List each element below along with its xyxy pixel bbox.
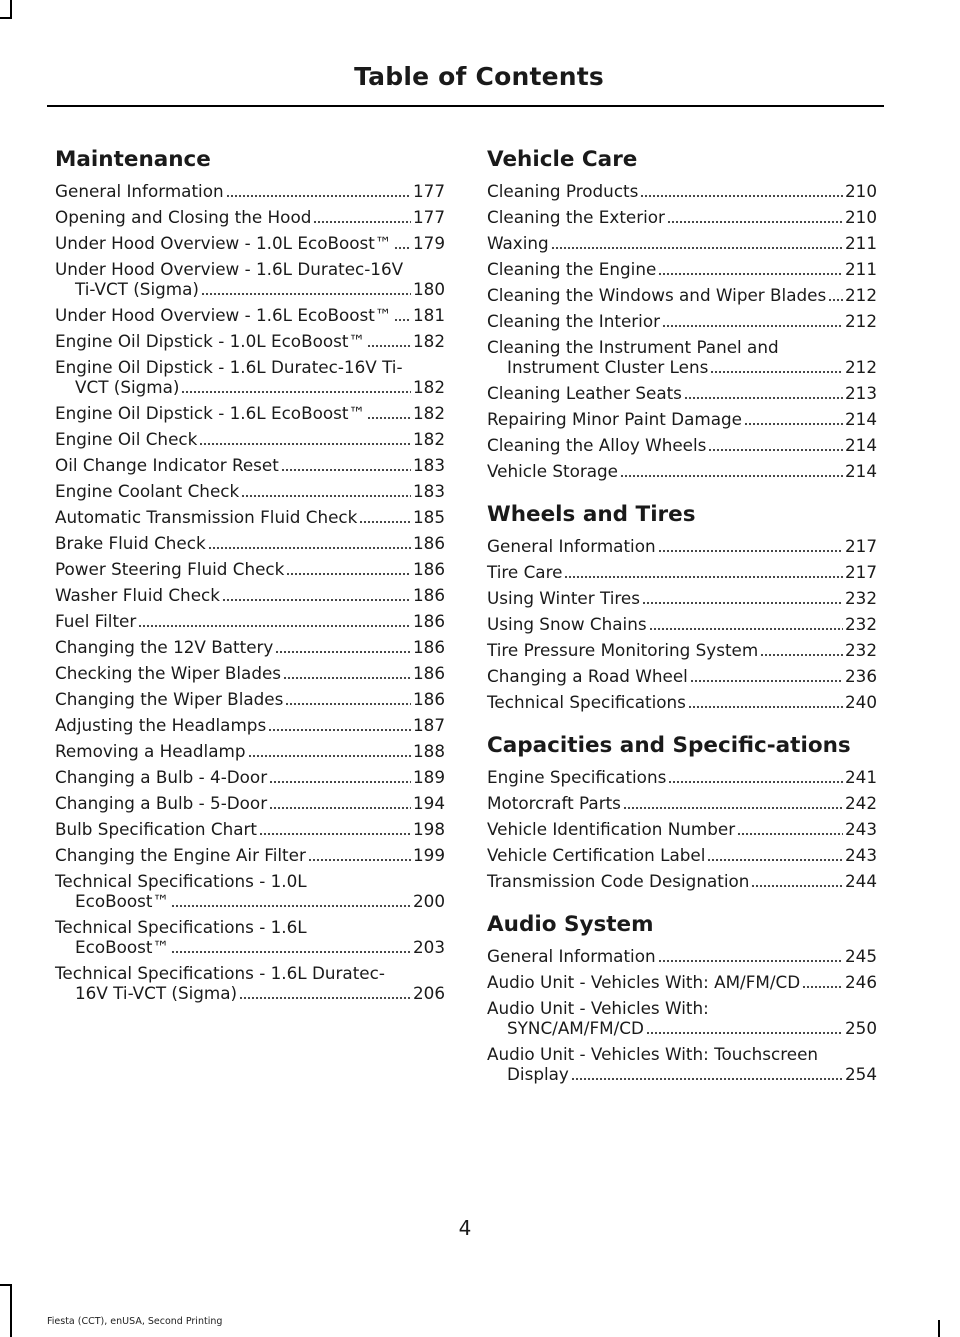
toc-section — [487, 501, 877, 712]
toc-entry-title: Engine Specifications — [487, 767, 667, 787]
leader-dots — [744, 423, 843, 425]
toc-entry-page: 187 — [412, 715, 445, 735]
toc-entry-title: Changing a Bulb - 5-Door — [55, 793, 268, 813]
toc-entry[interactable] — [55, 305, 445, 325]
toc-entry[interactable] — [487, 259, 877, 279]
toc-entry-title: Cleaning the Exterior — [487, 207, 665, 227]
toc-entry[interactable] — [55, 871, 445, 911]
toc-entry-title: Washer Fluid Check — [55, 585, 220, 605]
leader-dots — [646, 1032, 843, 1034]
toc-entry[interactable] — [55, 481, 445, 501]
toc-entry[interactable] — [487, 461, 877, 481]
toc-entry-title: Oil Change Indicator Reset — [55, 455, 279, 475]
toc-entry[interactable] — [55, 403, 445, 423]
leader-dots — [688, 706, 843, 708]
toc-entry-title: Engine Oil Dipstick - 1.6L EcoBoost™ — [55, 403, 366, 423]
leader-dots — [367, 345, 411, 347]
toc-entry[interactable] — [487, 666, 877, 686]
toc-entry-page: 241 — [844, 767, 877, 787]
crop-mark — [10, 0, 12, 18]
toc-entry[interactable] — [487, 311, 877, 331]
toc-entry-title: Checking the Wiper Blades — [55, 663, 282, 683]
leader-dots — [226, 195, 411, 197]
toc-entry-title: Technical Specifications - 1.6L Duratec-16V Ti-VCT (Sigma) — [55, 963, 385, 1003]
toc-entry[interactable] — [487, 435, 877, 455]
toc-entry[interactable] — [487, 767, 877, 787]
toc-entry-page: 186 — [412, 559, 445, 579]
toc-right-column — [487, 146, 877, 1104]
toc-entry[interactable] — [55, 917, 445, 957]
toc-entry-title: Fuel Filter — [55, 611, 137, 631]
toc-entry[interactable] — [55, 429, 445, 449]
toc-entry-title: Adjusting the Headlamps — [55, 715, 267, 735]
toc-entry-title: Automatic Transmission Fluid Check — [55, 507, 358, 527]
leader-dots — [281, 469, 411, 471]
leader-dots — [394, 319, 411, 321]
toc-entry-page: 186 — [412, 585, 445, 605]
leader-dots — [181, 391, 410, 393]
leader-dots — [259, 833, 411, 835]
toc-entry[interactable] — [55, 331, 445, 351]
toc-entry[interactable] — [55, 663, 445, 683]
toc-entry-page: 186 — [412, 663, 445, 683]
toc-entry-page: 217 — [844, 562, 877, 582]
toc-entry-page: 250 — [844, 1018, 877, 1038]
toc-entry-title: Waxing — [487, 233, 549, 253]
toc-entry-page: 210 — [844, 207, 877, 227]
toc-entry-title: Vehicle Storage — [487, 461, 619, 481]
leader-dots — [199, 443, 411, 445]
leader-dots — [359, 521, 411, 523]
toc-entry-title: Changing the 12V Battery — [55, 637, 274, 657]
toc-entry-page: 214 — [844, 461, 877, 481]
leader-dots — [208, 547, 411, 549]
toc-entry[interactable] — [487, 819, 877, 839]
toc-entry-title: Changing the Engine Air Filter — [55, 845, 306, 865]
leader-dots — [707, 859, 843, 861]
crop-mark — [10, 1285, 12, 1337]
toc-entry-page: 182 — [412, 429, 445, 449]
toc-entry-title: Cleaning Leather Seats — [487, 383, 682, 403]
leader-dots — [802, 986, 843, 988]
toc-entry-page: 182 — [412, 331, 445, 351]
toc-entry[interactable] — [55, 637, 445, 657]
toc-entry[interactable] — [55, 533, 445, 553]
toc-entry-title: Engine Oil Check — [55, 429, 198, 449]
toc-entry-title: General Information — [487, 946, 656, 966]
toc-entry-page: 194 — [412, 793, 445, 813]
leader-dots — [269, 781, 411, 783]
toc-entry-page: 198 — [412, 819, 445, 839]
leader-dots — [308, 859, 411, 861]
toc-entry[interactable] — [487, 285, 877, 305]
leader-dots — [286, 573, 411, 575]
toc-entry[interactable] — [487, 181, 877, 201]
toc-entry-page: 177 — [412, 207, 445, 227]
toc-entry-page: 188 — [412, 741, 445, 761]
toc-entry-page: 212 — [844, 285, 877, 305]
toc-entry[interactable] — [55, 715, 445, 735]
toc-entry-page: 186 — [412, 637, 445, 657]
section-heading: Vehicle Care — [487, 147, 638, 172]
leader-dots — [649, 628, 843, 630]
leader-dots — [658, 550, 843, 552]
toc-entry-title: Removing a Headlamp — [55, 741, 246, 761]
toc-entry-page: 243 — [844, 819, 877, 839]
toc-entry-title: Cleaning Products — [487, 181, 639, 201]
toc-entry-page: 186 — [412, 689, 445, 709]
leader-dots — [313, 221, 411, 223]
toc-entry-title: Under Hood Overview - 1.6L EcoBoost™ — [55, 305, 392, 325]
toc-entry-page: 186 — [412, 533, 445, 553]
footer-printing-info: Fiesta (CCT), enUSA, Second Printing — [47, 1316, 223, 1327]
leader-dots — [658, 273, 843, 275]
leader-dots — [708, 449, 843, 451]
toc-entry-page: 232 — [844, 588, 877, 608]
leader-dots — [667, 221, 843, 223]
leader-dots — [623, 807, 843, 809]
section-heading: Capacities and Specific-ations — [487, 733, 851, 758]
toc-entry-page: 185 — [412, 507, 445, 527]
toc-entry[interactable] — [55, 233, 445, 253]
page-header-title: Table of Contents — [354, 62, 604, 91]
leader-dots — [241, 495, 411, 497]
leader-dots — [268, 729, 411, 731]
leader-dots — [171, 905, 411, 907]
toc-entry[interactable] — [487, 614, 877, 634]
toc-entry[interactable] — [487, 1044, 877, 1084]
toc-entry-page: 186 — [412, 611, 445, 631]
toc-entry[interactable] — [487, 588, 877, 608]
toc-entry-title: Motorcraft Parts — [487, 793, 621, 813]
leader-dots — [737, 833, 843, 835]
toc-entry[interactable] — [55, 819, 445, 839]
leader-dots — [275, 651, 411, 653]
section-heading: Wheels and Tires — [487, 502, 696, 527]
leader-dots — [668, 781, 843, 783]
toc-entry[interactable] — [487, 871, 877, 891]
leader-dots — [751, 885, 843, 887]
toc-entry-page: 210 — [844, 181, 877, 201]
toc-entry[interactable] — [55, 963, 445, 1003]
toc-section — [487, 911, 877, 1084]
toc-entry-title: Audio Unit - Vehicles With: Touchscreen Display — [487, 1044, 819, 1084]
toc-section — [487, 146, 877, 481]
toc-entry-title: Cleaning the Instrument Panel and Instrument Cluster Lens — [487, 337, 779, 377]
toc-entry-title: Using Snow Chains — [487, 614, 647, 634]
toc-entry-page: 200 — [412, 891, 445, 911]
leader-dots — [248, 755, 411, 757]
toc-entry-title: Engine Oil Dipstick - 1.0L EcoBoost™ — [55, 331, 366, 351]
toc-entry[interactable] — [55, 181, 445, 201]
toc-entry-page: 214 — [844, 435, 877, 455]
toc-entry-page: 183 — [412, 481, 445, 501]
leader-dots — [571, 1078, 843, 1080]
toc-entry-title: Technical Specifications - 1.0L EcoBoost™ — [55, 871, 307, 911]
toc-entry[interactable] — [487, 383, 877, 403]
toc-entry[interactable] — [487, 536, 877, 556]
toc-entry-page: 243 — [844, 845, 877, 865]
leader-dots — [222, 599, 411, 601]
leader-dots — [690, 680, 843, 682]
toc-entry-title: General Information — [55, 181, 224, 201]
toc-entry-page: 232 — [844, 614, 877, 634]
leader-dots — [367, 417, 411, 419]
toc-entry-title: Cleaning the Alloy Wheels — [487, 435, 707, 455]
toc-entry-title: General Information — [487, 536, 656, 556]
toc-entry-title: Cleaning the Engine — [487, 259, 657, 279]
leader-dots — [684, 397, 843, 399]
toc-entry-title: Repairing Minor Paint Damage — [487, 409, 742, 429]
section-heading: Audio System — [487, 912, 654, 937]
toc-entry[interactable] — [55, 611, 445, 631]
toc-entry-title: Changing the Wiper Blades — [55, 689, 284, 709]
toc-entry[interactable] — [487, 972, 877, 992]
toc-entry-title: Engine Oil Dipstick - 1.6L Duratec-16V Ti-VCT (Sigma) — [55, 357, 403, 397]
toc-entry-page: 240 — [844, 692, 877, 712]
toc-entry-page: 254 — [844, 1064, 877, 1084]
leader-dots — [662, 325, 843, 327]
toc-entry-page: 232 — [844, 640, 877, 660]
toc-entry-page: 182 — [412, 377, 445, 397]
toc-entry-page: 177 — [412, 181, 445, 201]
leader-dots — [283, 677, 411, 679]
toc-entry-page: 199 — [412, 845, 445, 865]
leader-dots — [658, 960, 843, 962]
header-rule — [47, 105, 884, 107]
toc-entry-title: Audio Unit - Vehicles With: SYNC/AM/FM/CD — [487, 998, 709, 1038]
leader-dots — [285, 703, 411, 705]
toc-entry-title: Changing a Bulb - 4-Door — [55, 767, 268, 787]
leader-dots — [269, 807, 411, 809]
toc-entry-title: Vehicle Certification Label — [487, 845, 706, 865]
toc-entry[interactable] — [487, 409, 877, 429]
toc-entry-page: 213 — [844, 383, 877, 403]
toc-entry[interactable] — [487, 207, 877, 227]
leader-dots — [642, 602, 843, 604]
toc-section — [55, 146, 445, 1003]
leader-dots — [394, 247, 411, 249]
toc-entry-title: Transmission Code Designation — [487, 871, 750, 891]
toc-entry[interactable] — [487, 640, 877, 660]
toc-entry-title: Using Winter Tires — [487, 588, 640, 608]
toc-section — [487, 732, 877, 891]
toc-entry-page: 242 — [844, 793, 877, 813]
section-heading: Maintenance — [55, 147, 211, 172]
toc-entry[interactable] — [55, 259, 445, 299]
toc-entry-page: 189 — [412, 767, 445, 787]
toc-entry[interactable] — [55, 585, 445, 605]
toc-entry-title: Brake Fluid Check — [55, 533, 206, 553]
toc-entry-title: Under Hood Overview - 1.0L EcoBoost™ — [55, 233, 392, 253]
toc-entry-page: 180 — [412, 279, 445, 299]
toc-entry-page: 181 — [412, 305, 445, 325]
toc-entry[interactable] — [55, 559, 445, 579]
toc-entry[interactable] — [55, 845, 445, 865]
leader-dots — [760, 654, 843, 656]
toc-entry-page: 203 — [412, 937, 445, 957]
toc-entry-title: Audio Unit - Vehicles With: AM/FM/CD — [487, 972, 801, 992]
toc-entry-title: Under Hood Overview - 1.6L Duratec-16V Ti-VCT (Sigma) — [55, 259, 404, 299]
toc-entry-title: Tire Pressure Monitoring System — [487, 640, 759, 660]
toc-entry-page: 182 — [412, 403, 445, 423]
toc-entry[interactable] — [55, 207, 445, 227]
toc-entry-page: 211 — [844, 259, 877, 279]
toc-entry[interactable] — [487, 946, 877, 966]
toc-entry[interactable] — [55, 793, 445, 813]
leader-dots — [710, 371, 843, 373]
toc-entry-page: 214 — [844, 409, 877, 429]
toc-entry-title: Tire Care — [487, 562, 563, 582]
toc-entry-title: Changing a Road Wheel — [487, 666, 688, 686]
toc-entry-page: 236 — [844, 666, 877, 686]
leader-dots — [564, 576, 843, 578]
toc-entry-page: 206 — [412, 983, 445, 1003]
leader-dots — [551, 247, 843, 249]
toc-entry-title: Technical Specifications - 1.6L EcoBoost™ — [55, 917, 307, 957]
toc-entry-title: Power Steering Fluid Check — [55, 559, 285, 579]
toc-entry[interactable] — [55, 767, 445, 787]
leader-dots — [171, 951, 411, 953]
toc-entry[interactable] — [55, 357, 445, 397]
toc-entry-page: 212 — [844, 357, 877, 377]
toc-entry-title: Engine Coolant Check — [55, 481, 240, 501]
toc-entry-page: 246 — [844, 972, 877, 992]
leader-dots — [239, 997, 411, 999]
toc-entry-page: 211 — [844, 233, 877, 253]
toc-entry-title: Cleaning the Windows and Wiper Blades — [487, 285, 827, 305]
page-number: 4 — [458, 1216, 472, 1240]
toc-entry[interactable] — [487, 692, 877, 712]
toc-entry-title: Vehicle Identification Number — [487, 819, 736, 839]
leader-dots — [640, 195, 843, 197]
toc-entry-title: Technical Specifications — [487, 692, 686, 712]
toc-entry-title: Bulb Specification Chart — [55, 819, 257, 839]
leader-dots — [828, 299, 843, 301]
toc-entry[interactable] — [55, 689, 445, 709]
toc-entry[interactable] — [55, 507, 445, 527]
leader-dots — [201, 293, 411, 295]
toc-entry[interactable] — [487, 998, 877, 1038]
toc-entry-page: 245 — [844, 946, 877, 966]
leader-dots — [138, 625, 411, 627]
toc-entry-page: 217 — [844, 536, 877, 556]
toc-entry-title: Cleaning the Interior — [487, 311, 660, 331]
toc-entry-page: 212 — [844, 311, 877, 331]
toc-entry-page: 244 — [844, 871, 877, 891]
toc-entry[interactable] — [55, 741, 445, 761]
toc-entry[interactable] — [487, 845, 877, 865]
toc-entry-page: 179 — [412, 233, 445, 253]
toc-left-column — [55, 146, 445, 1023]
crop-mark — [0, 17, 12, 19]
crop-mark — [0, 1284, 12, 1286]
toc-entry[interactable] — [487, 793, 877, 813]
toc-entry-title: Opening and Closing the Hood — [55, 207, 312, 227]
toc-entry[interactable] — [55, 455, 445, 475]
toc-entry[interactable] — [487, 233, 877, 253]
leader-dots — [620, 475, 843, 477]
toc-entry-page: 183 — [412, 455, 445, 475]
toc-entry[interactable] — [487, 337, 877, 377]
crop-mark — [938, 1320, 940, 1337]
toc-entry[interactable] — [487, 562, 877, 582]
